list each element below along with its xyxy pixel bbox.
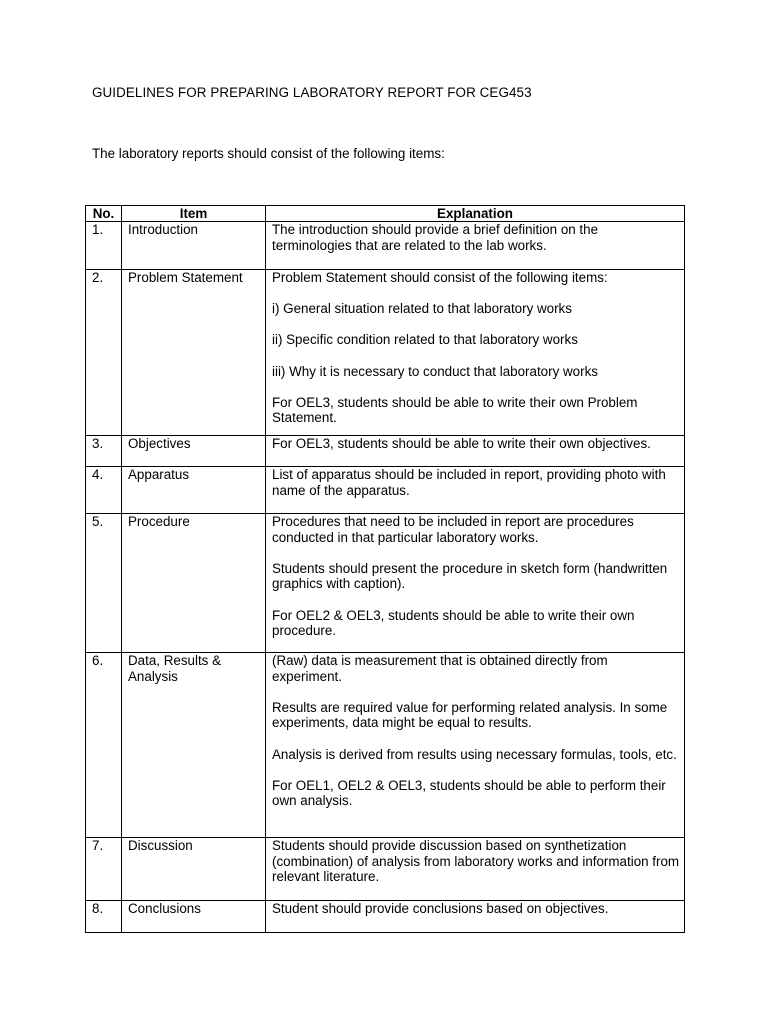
explanation-paragraph: For OEL1, OEL2 & OEL3, students should be able to perform their own analysis. bbox=[272, 777, 666, 809]
row-item: Objectives bbox=[122, 435, 266, 466]
explanation-paragraph: Problem Statement should consist of the following items: bbox=[272, 270, 608, 285]
row-explanation bbox=[266, 513, 685, 652]
row-item: Apparatus bbox=[122, 466, 266, 513]
explanation-paragraph: Analysis is derived from results using necessary formulas, tools, etc. bbox=[272, 746, 677, 762]
table-row bbox=[86, 270, 685, 436]
explanation-paragraph: For OEL3, students should be able to write their own Problem Statement. bbox=[272, 394, 638, 426]
document-title: GUIDELINES FOR PREPARING LABORATORY REPORT FOR CEG453 bbox=[92, 85, 532, 100]
row-number: 4. bbox=[86, 466, 122, 513]
row-item: Data, Results & Analysis bbox=[122, 652, 266, 837]
row-explanation bbox=[266, 435, 685, 466]
row-item: Introduction bbox=[122, 222, 266, 270]
row-item: Problem Statement bbox=[122, 270, 266, 436]
row-explanation bbox=[266, 222, 685, 270]
table-row bbox=[86, 466, 685, 513]
header-explanation: Explanation bbox=[266, 206, 685, 222]
table-row bbox=[86, 900, 685, 932]
header-item: Item bbox=[122, 206, 266, 222]
row-number: 2. bbox=[86, 270, 122, 436]
guidelines-table bbox=[85, 205, 685, 933]
row-explanation bbox=[266, 900, 685, 932]
row-item: Discussion bbox=[122, 837, 266, 900]
explanation-paragraph: The introduction should provide a brief definition on the terminologies that are related to the lab works. bbox=[272, 222, 599, 253]
row-explanation bbox=[266, 652, 685, 837]
row-item: Procedure bbox=[122, 513, 266, 652]
row-explanation bbox=[266, 466, 685, 513]
explanation-paragraph: For OEL2 & OEL3, students should be able to write their own procedure. bbox=[272, 607, 635, 639]
row-number: 7. bbox=[86, 837, 122, 900]
explanation-paragraph: Results are required value for performing related analysis. In some experiments, data might be equal to results. bbox=[272, 699, 668, 731]
table-row bbox=[86, 513, 685, 652]
row-explanation bbox=[266, 270, 685, 436]
explanation-paragraph: Procedures that need to be included in report are procedures conducted in that particular laboratory works. bbox=[272, 513, 634, 545]
explanation-paragraph: Students should provide discussion based on synthetization (combination) of analysis from laboratory works and information from relevant literature. bbox=[272, 837, 680, 885]
explanation-paragraph: ii) Specific condition related to that laboratory works bbox=[272, 332, 578, 348]
table-row bbox=[86, 435, 685, 466]
row-number: 6. bbox=[86, 652, 122, 837]
explanation-paragraph: List of apparatus should be included in report, providing photo with name of the apparatus. bbox=[272, 466, 666, 498]
row-number: 1. bbox=[86, 222, 122, 270]
explanation-paragraph: For OEL3, students should be able to write their own objectives. bbox=[272, 435, 651, 451]
explanation-paragraph: (Raw) data is measurement that is obtained directly from experiment. bbox=[272, 652, 608, 684]
row-item: Conclusions bbox=[122, 900, 266, 932]
row-number: 5. bbox=[86, 513, 122, 652]
row-number: 3. bbox=[86, 435, 122, 466]
table-row bbox=[86, 837, 685, 900]
explanation-paragraph: i) General situation related to that laboratory works bbox=[272, 301, 572, 317]
document-intro: The laboratory reports should consist of the following items: bbox=[92, 146, 445, 161]
table-row bbox=[86, 652, 685, 837]
explanation-paragraph: iii) Why it is necessary to conduct that laboratory works bbox=[272, 363, 598, 379]
row-explanation bbox=[266, 837, 685, 900]
header-no: No. bbox=[86, 206, 122, 222]
explanation-paragraph: Students should present the procedure in sketch form (handwritten graphics with caption). bbox=[272, 560, 668, 592]
row-number: 8. bbox=[86, 900, 122, 932]
table-header-row bbox=[86, 206, 685, 222]
table-row bbox=[86, 222, 685, 270]
explanation-paragraph: Student should provide conclusions based on objectives. bbox=[272, 900, 609, 916]
